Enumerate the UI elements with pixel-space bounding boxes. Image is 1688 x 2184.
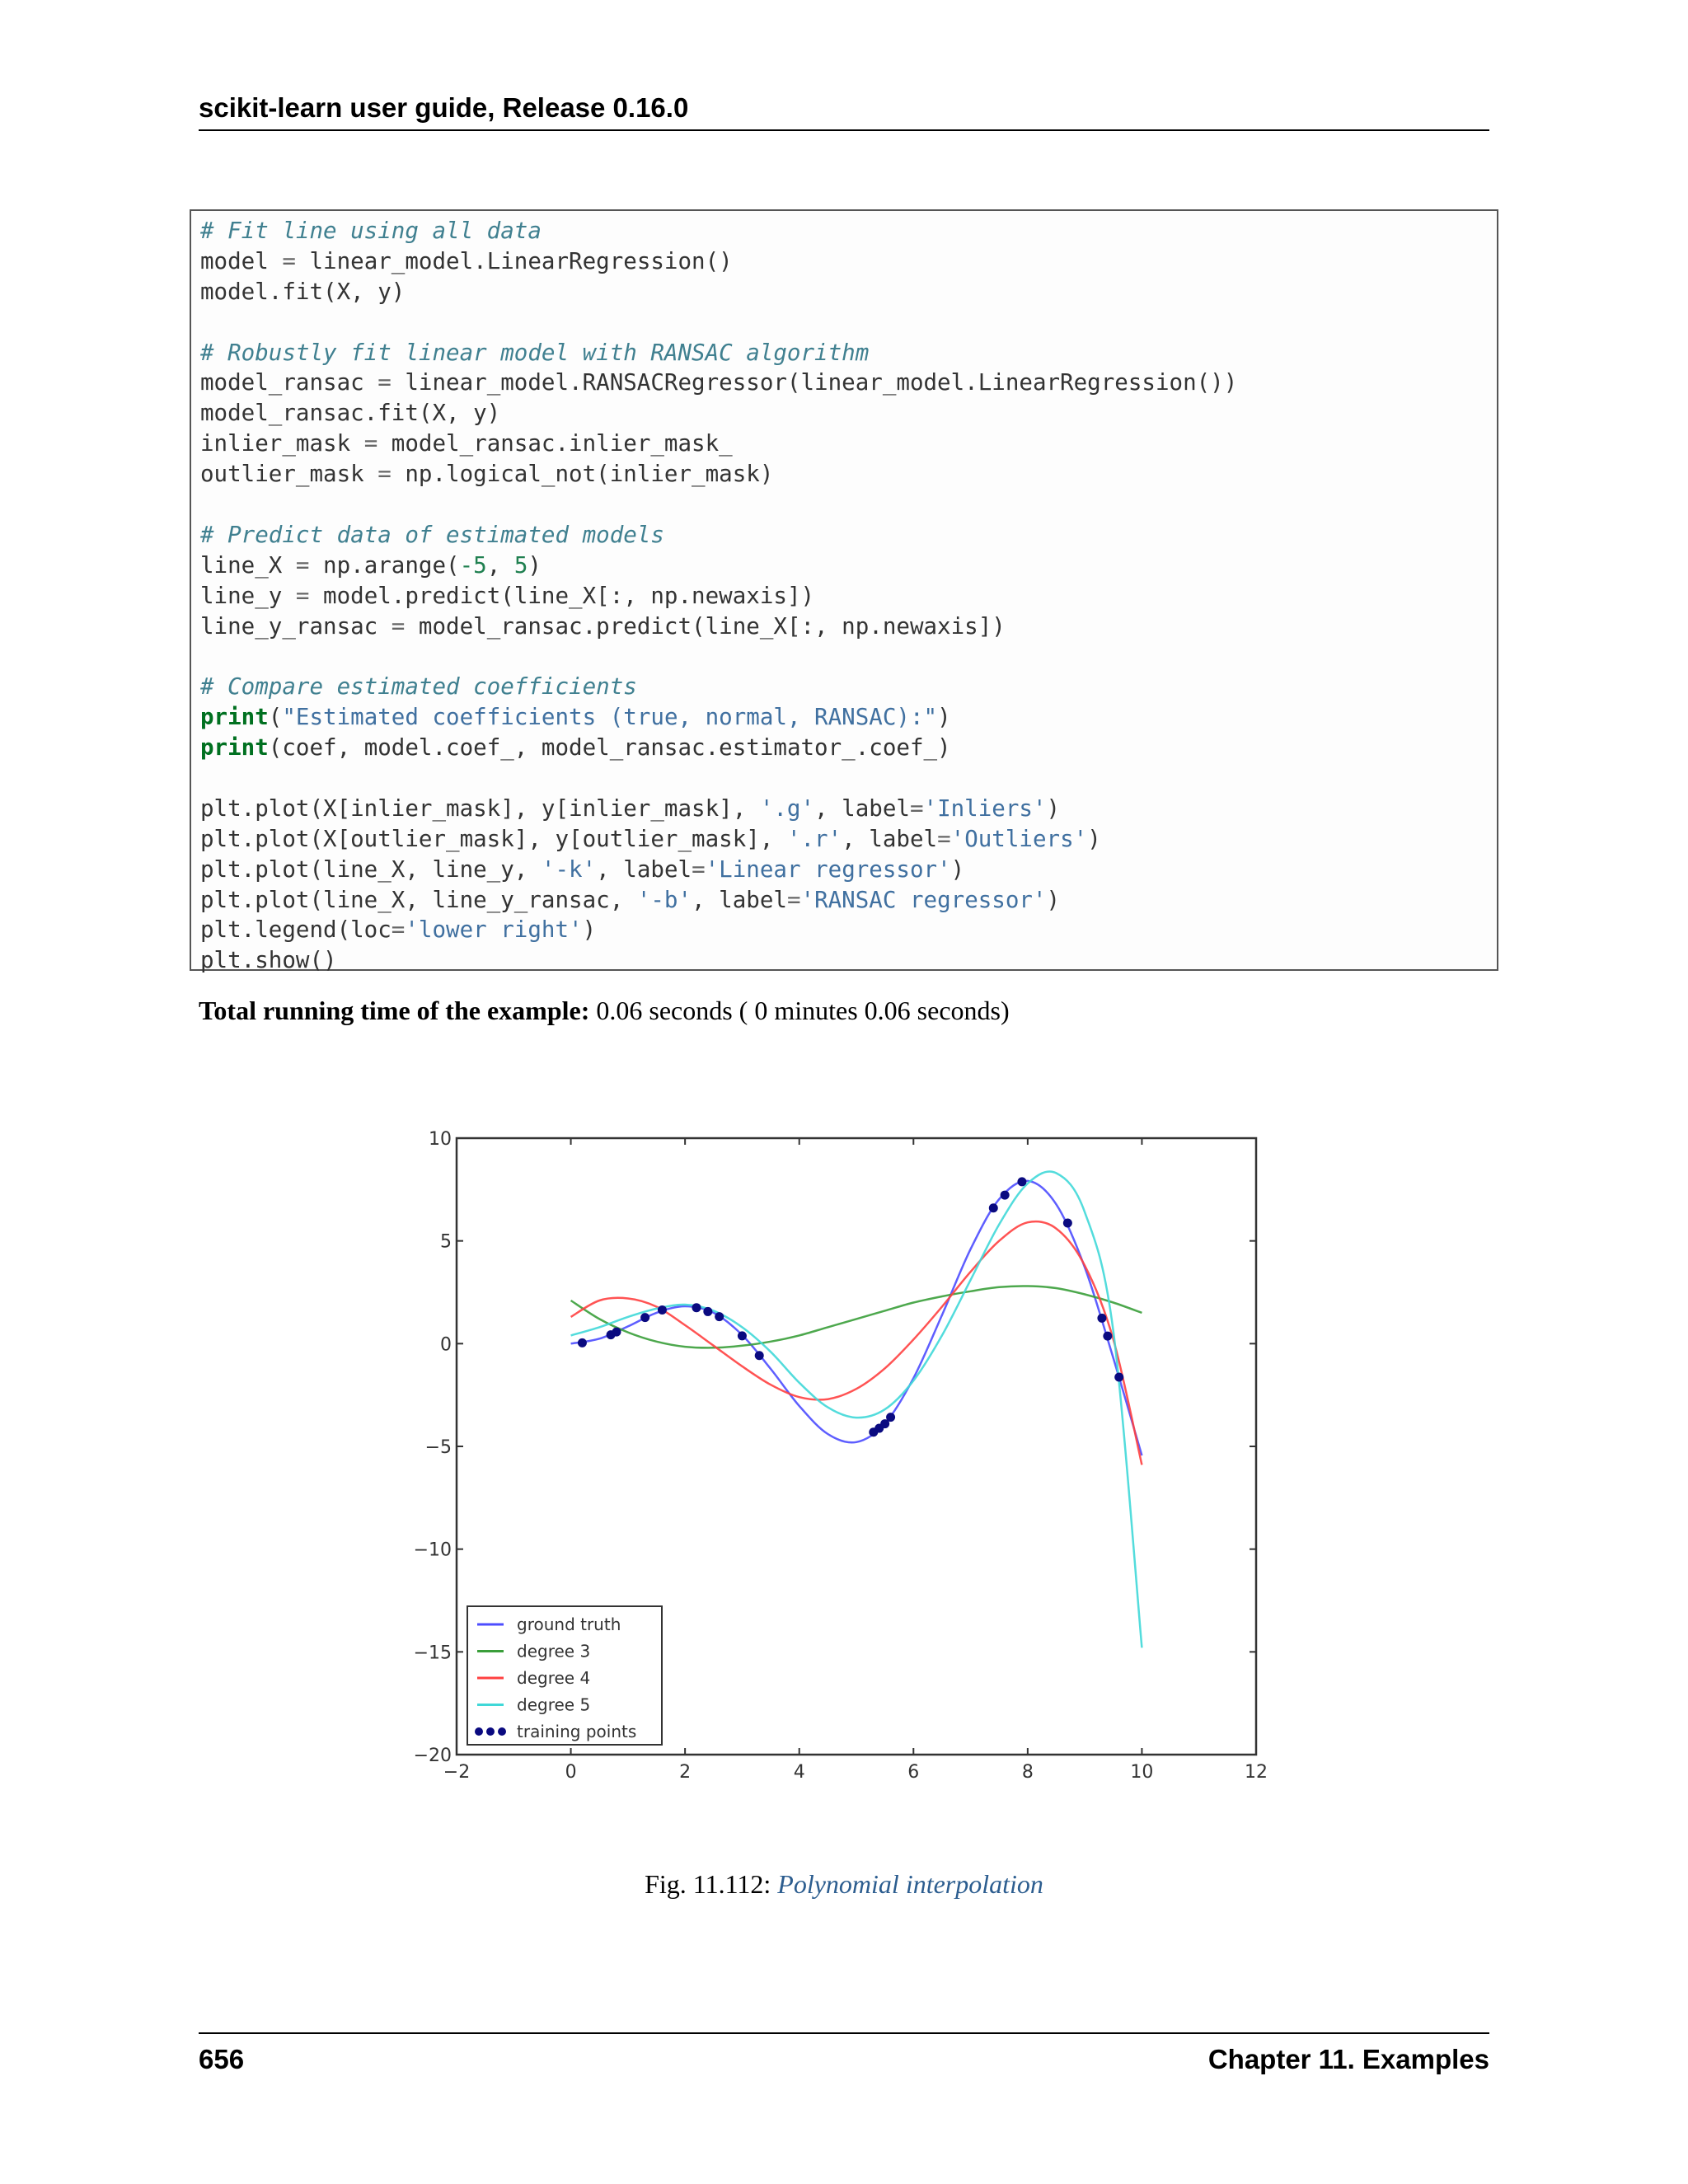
training-point [715,1312,724,1321]
x-tick-label: 10 [1130,1762,1154,1783]
code-token: ( [268,704,283,731]
code-line [200,612,1497,642]
code-token: , label [596,855,692,883]
code-token: = [377,461,392,488]
code-line [200,702,1497,733]
code-line [200,794,1497,824]
code-line [200,855,1497,885]
code-line [200,429,1497,459]
legend-swatch [486,1727,495,1736]
code-line [200,490,1497,520]
y-tick-label: −5 [424,1437,452,1458]
running-time-value: 0.06 seconds ( 0 minutes 0.06 seconds) [589,996,1010,1025]
training-point [989,1203,998,1212]
code-keyword: print [200,704,269,731]
running-time-label: Total running time of the example: [199,996,590,1025]
code-token: = [363,430,378,457]
caption-prefix: Fig. 11.112: [645,1869,778,1899]
code-line [200,338,1497,368]
caption-link[interactable]: Polynomial interpolation [777,1869,1043,1899]
code-line [200,733,1497,763]
legend-label: ground truth [517,1615,621,1634]
code-token: (coef, model.coef_, model_ransac.estimator_.coef_) [268,734,951,762]
code-number: 5 [513,551,528,579]
code-token: line_X [200,551,296,579]
x-tick-label: 6 [907,1762,920,1783]
code-string: 'RANSAC regressor' [800,886,1047,913]
code-token: , label [842,825,938,852]
code-line [200,307,1497,338]
page-number: 656 [199,2044,245,2074]
code-string: 'Outliers' [950,825,1088,852]
code-line [200,246,1497,277]
code-token: , label [692,886,787,913]
code-token: ) [528,551,542,579]
code-string: '-b' [636,886,692,913]
code-string: '-k' [541,855,597,883]
x-tick-label: 4 [793,1762,805,1783]
code-token: np.logical_not(inlier_mask) [391,461,774,488]
code-token: plt.show() [200,947,337,974]
code-token: plt.legend(loc [200,916,392,944]
training-point [1063,1218,1072,1227]
x-tick-label: 0 [565,1762,577,1783]
code-token: plt.plot(X[outlier_mask], y[outlier_mask], [200,825,787,852]
code-line [200,885,1497,916]
code-token: ) [1046,794,1061,822]
code-token: model_ransac.fit(X, y) [200,400,501,427]
training-point [612,1328,621,1337]
legend-label: degree 4 [517,1668,591,1688]
polynomial-interpolation-figure [396,1117,1286,1793]
training-point [1097,1314,1106,1323]
code-string: 'lower right' [405,916,583,944]
code-line [200,277,1497,307]
legend-label: degree 5 [517,1694,591,1715]
code-number: -5 [459,551,487,579]
code-token: plt.plot(line_X, line_y, [200,855,542,883]
y-tick-label: −15 [413,1643,452,1664]
code-token: = [377,369,392,396]
training-point [886,1413,895,1422]
x-tick-label: −2 [443,1762,471,1783]
code-comment: # Predict data of estimated models [200,521,664,548]
code-token: line_y [200,582,296,609]
code-token: line_y_ransac [200,612,392,640]
code-token: np.arange( [309,551,460,579]
code-token: = [282,247,296,274]
x-tick-label: 8 [1021,1762,1034,1783]
footer-rule [199,2032,1489,2034]
code-token: model_ransac [200,369,378,396]
code-line [200,216,1497,246]
code-string: 'Inliers' [923,794,1047,822]
code-comment: # Compare estimated coefficients [200,673,637,701]
code-token: ) [1087,825,1101,852]
code-token: = [692,855,706,883]
code-token: model.predict(line_X[:, np.newaxis]) [309,582,815,609]
code-token: = [391,612,406,640]
code-token: ) [950,855,965,883]
code-string: "Estimated coefficients (true, normal, RANSAC):" [282,704,938,731]
code-line [200,915,1497,945]
y-tick-label: 0 [440,1334,452,1356]
code-line [200,581,1497,612]
training-point [658,1305,667,1315]
training-point [640,1313,649,1322]
training-point [1103,1332,1112,1341]
training-point [1114,1372,1123,1381]
training-point [738,1331,747,1340]
code-line [200,641,1497,672]
code-token: plt.plot(line_X, line_y_ransac, [200,886,637,913]
code-line [200,824,1497,855]
code-line [200,459,1497,490]
code-token: linear_model.LinearRegression() [295,247,733,274]
training-point [578,1338,587,1347]
code-token: model [200,247,283,274]
y-tick-label: −10 [413,1540,452,1561]
code-token: = [937,825,951,852]
code-token: linear_model.RANSACRegressor(linear_model.LinearRegression()) [391,369,1238,396]
code-token: = [786,886,801,913]
code-token: , label [814,794,910,822]
training-point [1017,1177,1026,1186]
code-string: 'Linear regressor' [705,855,951,883]
code-keyword: print [200,734,269,762]
code-token: = [295,551,310,579]
code-line [200,763,1497,794]
legend-swatch [475,1727,483,1736]
code-token: model_ransac.inlier_mask_ [377,430,733,457]
code-token: ) [582,916,597,944]
code-token: = [295,582,310,609]
code-block [190,209,1498,974]
code-line [200,551,1497,581]
code-token: , [486,551,514,579]
running-header-title: scikit-learn user guide, Release 0.16.0 [199,92,689,123]
code-token: outlier_mask [200,461,378,488]
code-token: model.fit(X, y) [200,278,406,305]
code-token: ) [937,704,951,731]
code-string: '.r' [786,825,842,852]
figure-caption [0,1869,1688,1900]
training-point [1001,1191,1010,1200]
y-tick-label: −20 [413,1746,452,1766]
code-line [200,398,1497,429]
legend-label: training points [517,1722,637,1741]
y-tick-label: 10 [429,1129,452,1150]
code-line [200,945,1497,976]
x-tick-label: 2 [679,1762,692,1783]
code-string: '.g' [759,794,815,822]
code-line [200,368,1497,398]
code-token: model_ransac.predict(line_X[:, np.newaxis]) [405,612,1006,640]
code-comment: # Robustly fit linear model with RANSAC algorithm [200,339,870,366]
code-token: plt.plot(X[inlier_mask], y[inlier_mask], [200,794,760,822]
training-point [755,1351,764,1360]
code-token: inlier_mask [200,430,364,457]
training-point [692,1303,701,1312]
chapter-title: Chapter 11. Examples [1207,2044,1489,2074]
code-token: = [909,794,924,822]
training-point [703,1307,712,1316]
code-token: ) [1046,886,1061,913]
code-comment: # Fit line using all data [200,218,542,244]
code-line [200,520,1497,551]
code-token: = [391,916,406,944]
legend-label: degree 3 [517,1641,591,1661]
legend-swatch [498,1727,506,1736]
code-line [200,672,1497,702]
running-time-line [199,996,1010,1026]
y-tick-label: 5 [440,1231,452,1253]
x-tick-label: 12 [1245,1762,1268,1783]
header-rule [199,129,1489,131]
polynomial-chart [396,1117,1286,1793]
